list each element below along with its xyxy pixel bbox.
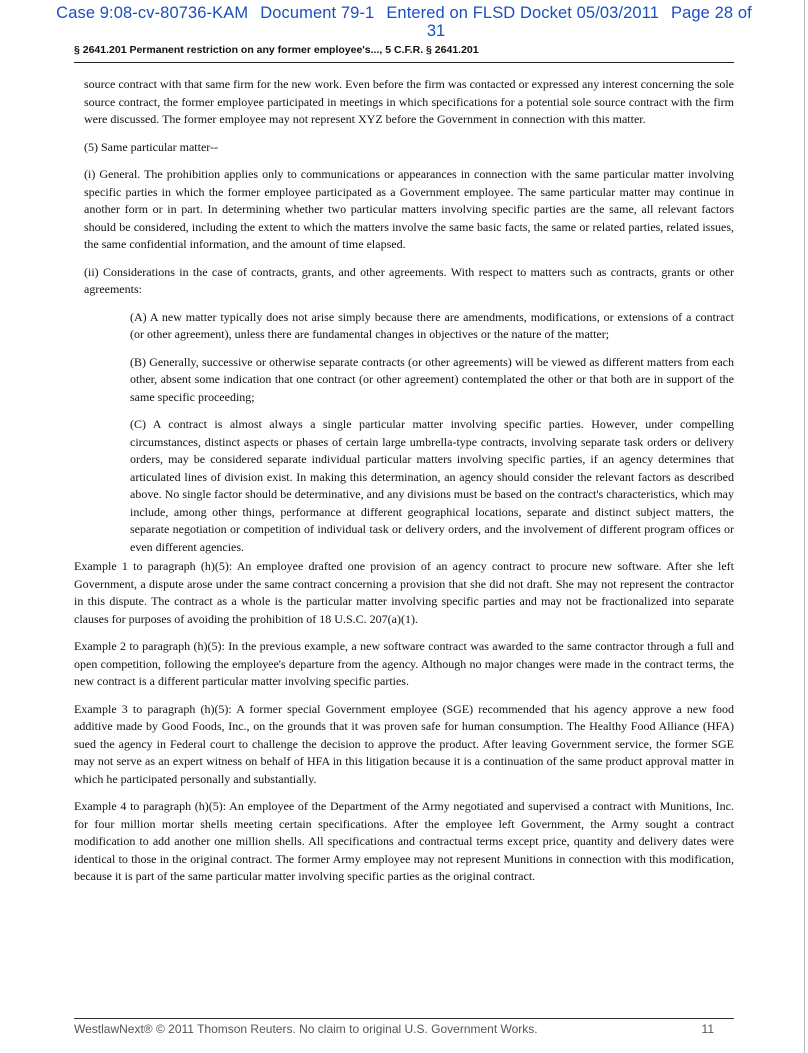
paragraph-considerations: (ii) Considerations in the case of contracts, grants, and other agreements. With respect to matters such as contracts, grants or other agreements: [84, 264, 734, 296]
example-2: Example 2 to paragraph (h)(5): In the previous example, a new software contract was awarded to the same contractor through a full and open competition, following the employee's departure from the agency. Although no major changes were made in the contract terms, the new contract is a different particular matter involving specific parties. [74, 639, 734, 688]
footer-copyright: WestlawNext® © 2011 Thomson Reuters. No claim to original U.S. Government Works. [74, 1022, 538, 1036]
subparagraph-b: (B) Generally, successive or otherwise separate contracts (or other agreements) will be viewed as different matters from each other, absent some indication that one contract (or other agreement) contemplated the other or that both are in support of the same specific proceeding; [130, 354, 734, 404]
paragraph-heading-5: (5) Same particular matter-- [84, 139, 219, 154]
page-total: 31 [426, 22, 446, 40]
citation-header: § 2641.201 Permanent restriction on any former employee's..., 5 C.F.R. § 2641.201 [74, 44, 479, 56]
example-3: Example 3 to paragraph (h)(5): A former special Government employee (SGE) recommended that his agency approve a new food additive made by Good Foods, Inc., on the grounds that it was proven safe for human consumption. The Healthy Food Alliance (HFA) sued the agency in Federal court to challenge the decision to approve the product. After leaving Government service, the former SGE may not serve as an expert witness on behalf of HFA in this litigation because it is a continuation of the same product approval matter in which he participated personally and substantially. [74, 701, 734, 786]
subparagraph-c: (C) A contract is almost always a single particular matter involving specific parties. However, under compelling circumstances, distinct aspects or phases of certain large umbrella-type contracts, involving separate task orders or delivery orders, may be considered separate individual particular matters involving specific parties, if an agency determines that articulated lines of division exist. In making this determination, an agency should consider the relevant factors as described above. No single factor should be determinative, and any divisions must be based on the contract's characteristics, which may include, among other things, performance at different geographical locations, separate and distinct subject matters, the separate negotiation or competition of individual task or delivery orders, and the involvement of different program offices or even different agencies. [130, 417, 734, 554]
page-number: 11 [701, 1022, 714, 1036]
case-number: Case 9:08-cv-80736-KAM [56, 4, 249, 22]
subparagraph-a: (A) A new matter typically does not arise simply because there are amendments, modifications, or extensions of a contract (or other agreement), unless there are fundamental changes in objectives or the nature of the matter; [130, 309, 734, 341]
document-number: Document 79-1 [260, 4, 375, 22]
header-rule [74, 62, 734, 63]
example-4: Example 4 to paragraph (h)(5): An employee of the Department of the Army negotiated and supervised a contract with Munitions, Inc. for four million mortar shells meeting certain specifications. After the employee left Government, the Army sought a contract modification to add another one million shells. All specifications and contractual terms except price, quantity and delivery dates were identical to those in the original contract. The former Army employee may not represent Munitions in connection with this modification, because it is part of the same particular matter involving specific parties as the original contract. [74, 799, 734, 883]
document-body [74, 76, 734, 896]
paragraph-general: (i) General. The prohibition applies only to communications or appearances in connection with the same particular matter involving specific parties in which the former employee participated as a Government employee. The same particular matter may continue in another form or in part. In determining whether two particular matters involving specific parties are the same, all relevant factors should be considered, including the extent to which the matters involve the same basic facts, the same or related parties, related issues, the same confidential information, and the amount of time elapsed. [84, 167, 734, 251]
page-edge-line [804, 0, 805, 1053]
page-label: Page 28 of [671, 4, 752, 22]
page-footer [74, 1022, 714, 1036]
paragraph-continuation: source contract with that same firm for the new work. Even before the firm was contacted or expressed any interest concerning the sole source contract, the former employee participated in meetings in which specifications for a potential sole source contract with the firm were discussed. The former employee may not represent XYZ before the Government in connection with this matter. [84, 77, 734, 126]
example-1: Example 1 to paragraph (h)(5): An employee drafted one provision of an agency contract to procure new software. After she left Government, a dispute arose under the same contract concerning a provision that she did not draft. She may not represent the contractor in this dispute. The contract as a whole is the particular matter involving specific parties and may not be fractionalized into separate clauses for purposes of avoiding the prohibition of 18 U.S.C. 207(a)(1). [74, 559, 734, 626]
footer-rule [74, 1018, 734, 1019]
entered-date: Entered on FLSD Docket 05/03/2011 [386, 4, 659, 22]
court-docket-header [0, 4, 808, 40]
